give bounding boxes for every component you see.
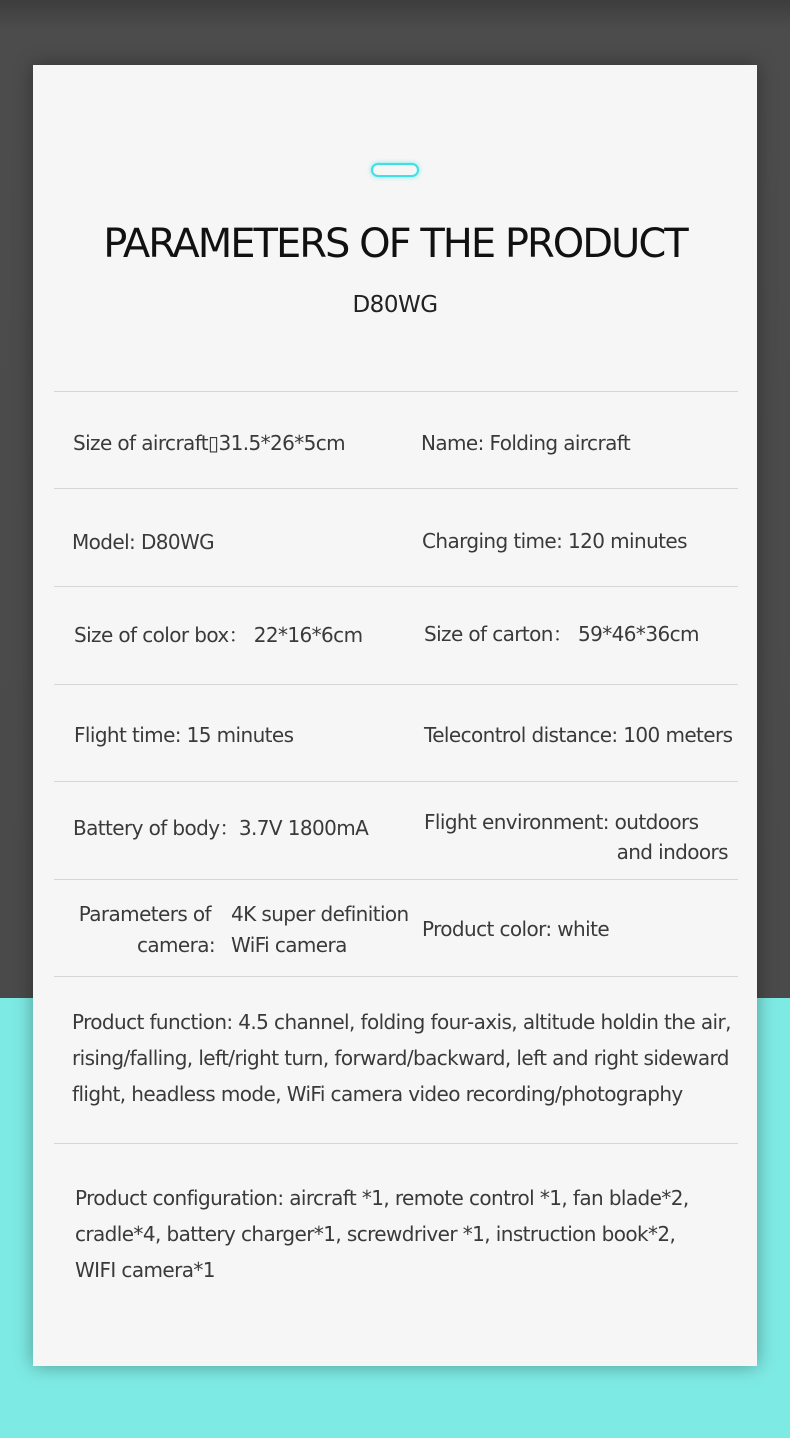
- camera-label-line2: camera:: [136, 933, 215, 957]
- product-configuration-line2: cradle*4, battery charger*1, screwdriver *1, instruction book*2,: [75, 1222, 676, 1246]
- flight-environment-line2: and indoors: [616, 840, 728, 864]
- model: Model: D80WG: [72, 530, 215, 554]
- product-color: Product color: white: [422, 917, 610, 941]
- parameters-card: [33, 65, 757, 1366]
- divider: [54, 391, 738, 392]
- charging-time: Charging time: 120 minutes: [422, 529, 687, 553]
- camera-value-line1: 4K super definition: [231, 902, 409, 926]
- telecontrol-distance: Telecontrol distance: 100 meters: [424, 723, 733, 747]
- divider: [54, 586, 738, 587]
- product-configuration-line3: WIFI camera*1: [75, 1258, 215, 1282]
- flight-time: Flight time: 15 minutes: [74, 723, 294, 747]
- product-function-line2: rising/falling, left/right turn, forward/backward, left and right sideward: [72, 1046, 729, 1070]
- camera-value-line2: WiFi camera: [231, 933, 347, 957]
- model-subtitle: D80WG: [352, 292, 438, 318]
- divider: [54, 781, 738, 782]
- battery-of-body: Battery of body：3.7V 1800mA: [73, 816, 369, 840]
- page-title: PARAMETERS OF THE PRODUCT: [103, 221, 687, 267]
- decorative-pill-icon: [371, 163, 419, 177]
- camera-label-line1: Parameters of: [78, 902, 211, 926]
- divider: [54, 488, 738, 489]
- divider: [54, 1143, 738, 1144]
- size-of-carton: Size of carton： 59*46*36cm: [424, 622, 699, 646]
- product-name: Name: Folding aircraft: [421, 431, 631, 455]
- product-function: [72, 1004, 752, 1112]
- divider: [54, 684, 738, 685]
- product-function-line1: Product function: 4.5 channel, folding four-axis, altitude holdin the air,: [72, 1010, 731, 1034]
- product-configuration-line1: Product configuration: aircraft *1, remote control *1, fan blade*2,: [75, 1186, 689, 1210]
- product-function-line3: flight, headless mode, WiFi camera video recording/photography: [72, 1082, 683, 1106]
- size-of-aircraft: Size of aircraft▯31.5*26*5cm: [73, 431, 346, 455]
- product-configuration: [75, 1180, 745, 1288]
- divider: [54, 879, 738, 880]
- flight-environment-line1: Flight environment: outdoors: [424, 810, 699, 834]
- divider: [54, 976, 738, 977]
- size-of-color-box: Size of color box： 22*16*6cm: [74, 623, 363, 647]
